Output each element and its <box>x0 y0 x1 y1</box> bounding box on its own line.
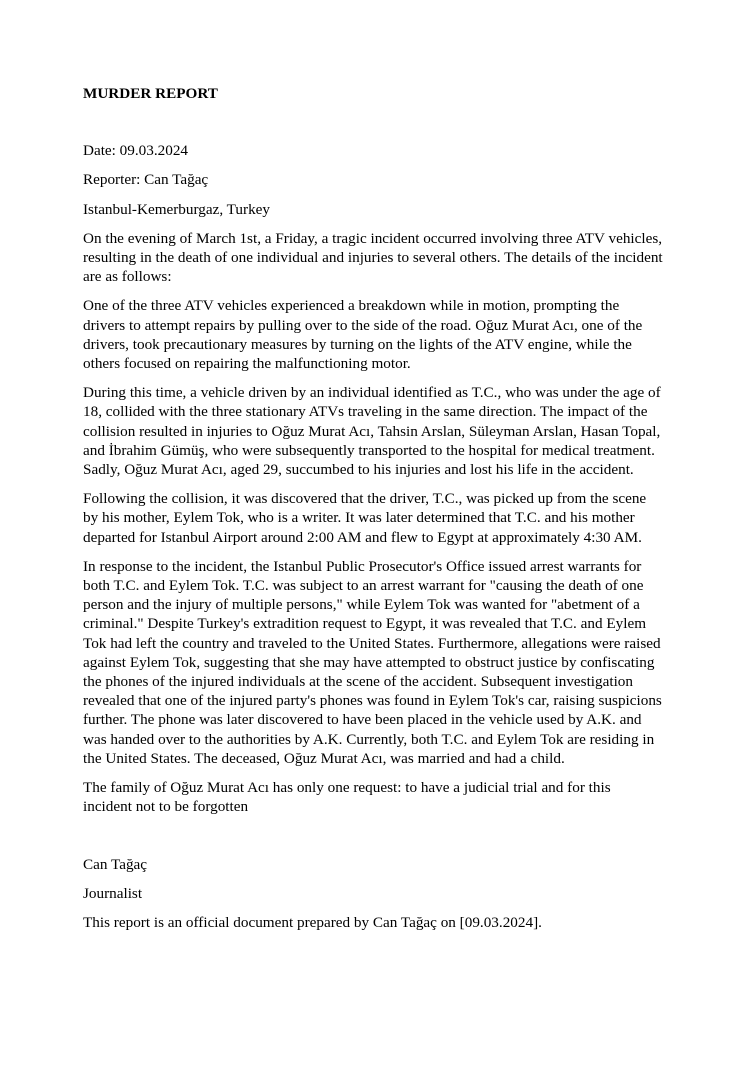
footer-note: This report is an official document prepared by Can Tağaç on [09.03.2024]. <box>83 913 542 931</box>
report-title: MURDER REPORT <box>83 85 218 102</box>
paragraph-intro: On the evening of March 1st, a Friday, a tragic incident occurred involving three ATV vehicles, resulting in the death of one individual and injuries to several others. The details of the incident are as follows: <box>83 229 663 286</box>
paragraph-aftermath: Following the collision, it was discovered that the driver, T.C., was picked up from the scene by his mother, Eylem Tok, who is a writer. It was later determined that T.C. and his mother departed for Istanbul Airport around 2:00 AM and flew to Egypt at approximately 4:30 AM. <box>83 490 647 546</box>
signature-name: Can Tağaç <box>83 855 148 873</box>
paragraph-collision: During this time, a vehicle driven by an individual identified as T.C., who was under the age of 18, collided with the three stationary ATVs traveling in the same direction. The impact of the collision resulted in injuries to Oğuz Murat Acı, Tahsin Arslan, Süleyman Arslan, Hasan Topal, and İbrahim Gümüş, who were subsequently transported to the hospital for medical treatment. Sadly, Oğuz Murat Acı, aged 29, succumbed to his injuries and lost his life in the accident. <box>83 384 661 479</box>
paragraph-warrants: In response to the incident, the Istanbul Public Prosecutor's Office issued arrest warrants for both T.C. and Eylem Tok. T.C. was subject to an arrest warrant for "causing the death of one person and the injury of multiple persons," while Eylem Tok was wanted for "abetment of a criminal." Despite Turkey's extradition request to Egypt, it was revealed that T.C. and Eylem Tok had left the country and traveled to the United States. Furthermore, allegations were raised against Eylem Tok, suggesting that she may have attempted to obstruct justice by confiscating the phones of the injured individuals at the scene of the accident. Subsequent investigation revealed that one of the injured party's phones was found in Eylem Tok's car, raising suspicions further. The phone was later discovered to have been placed in the vehicle used by A.K. and was handed over to the authorities by A.K. Currently, both T.C. and Eylem Tok are residing in the United States. The deceased, Oğuz Murat Acı, was married and had a child. <box>83 557 662 767</box>
reporter-line: Reporter: Can Tağaç <box>83 171 209 189</box>
paragraph-breakdown: One of the three ATV vehicles experienced a breakdown while in motion, prompting the drivers to attempt repairs by pulling over to the side of the road. Oğuz Murat Acı, one of the drivers, took precautionary measures by turning on the lights of the ATV engine, while the others focused on repairing the malfunctioning motor. <box>83 297 643 373</box>
document-page <box>83 84 663 932</box>
signature-role: Journalist <box>83 884 143 902</box>
paragraph-family-request: The family of Oğuz Murat Acı has only one request: to have a judicial trial and for this incident not to be forgotten <box>83 779 611 816</box>
location-line: Istanbul-Kemerburgaz, Turkey <box>83 200 270 218</box>
report-date: Date: 09.03.2024 <box>83 142 189 160</box>
